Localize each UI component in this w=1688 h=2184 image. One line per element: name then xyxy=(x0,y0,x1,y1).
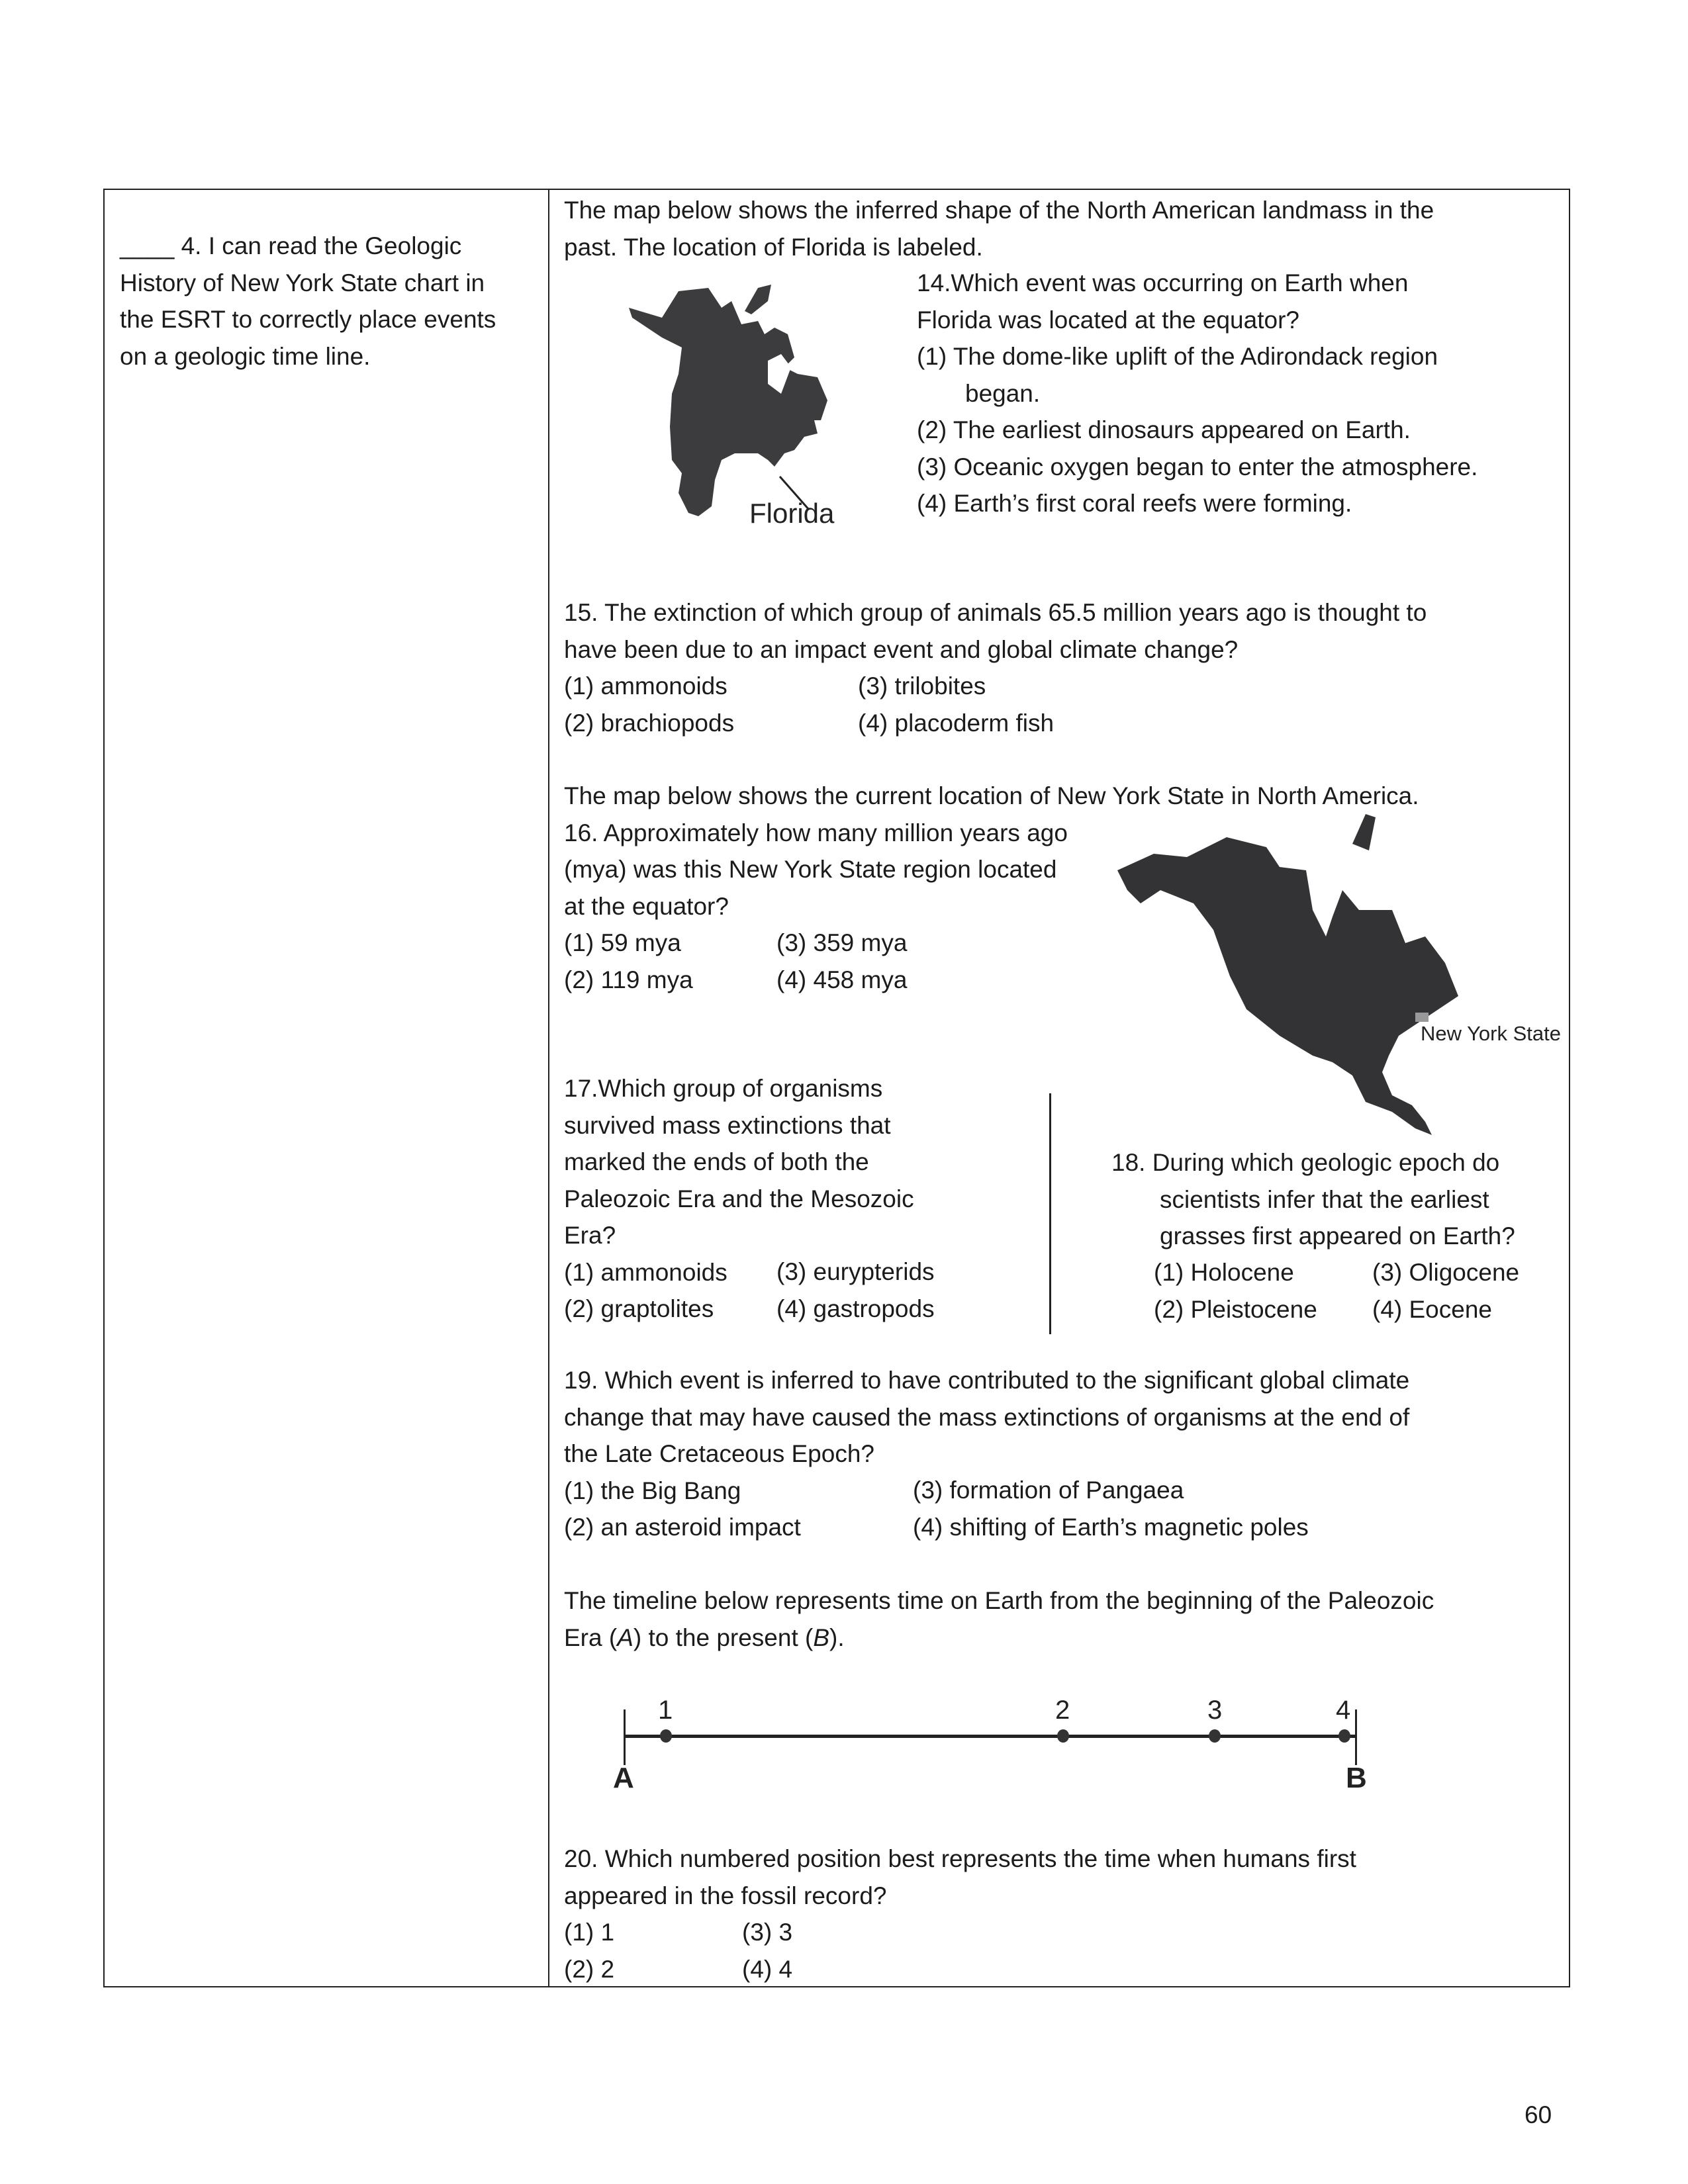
question-stem: 18. During which geologic epoch do xyxy=(1111,1149,1500,1176)
timeline-axis xyxy=(625,1735,1356,1738)
objective-line: the ESRT to correctly place events xyxy=(120,306,496,333)
timeline-label-a: A xyxy=(613,1762,634,1794)
question-stem: 15. The extinction of which group of animals 65.5 million years ago is thought to xyxy=(564,599,1427,626)
answer-option-3: (3) 3 xyxy=(742,1919,793,1946)
table-border-left xyxy=(103,189,105,1987)
new-york-state-marker xyxy=(1415,1013,1429,1022)
current-north-america-map xyxy=(1114,811,1571,1138)
timeline-end-tick xyxy=(1355,1709,1357,1765)
continent-shape xyxy=(1117,837,1458,1135)
question-stem: Florida was located at the equator? xyxy=(917,306,1299,334)
text: ). xyxy=(829,1623,845,1651)
label-b: B xyxy=(813,1623,830,1651)
text: Era ( xyxy=(564,1623,618,1651)
answer-option-3: (3) Oceanic oxygen began to enter the atmosphere. xyxy=(917,453,1478,480)
question-stem: at the equator? xyxy=(564,892,729,920)
question-stem: 19. Which event is inferred to have contributed to the significant global climate xyxy=(564,1367,1410,1394)
question-stem: change that may have caused the mass extinctions of organisms at the end of xyxy=(564,1403,1410,1431)
objective-line: on a geologic time line. xyxy=(120,342,371,370)
question-stem: 17.Which group of organisms xyxy=(564,1075,883,1102)
timeline-label-2: 2 xyxy=(1055,1696,1070,1725)
question-stem: marked the ends of both the xyxy=(564,1148,869,1175)
intro-line: past. The location of Florida is labeled. xyxy=(564,233,983,261)
question-19-col2 xyxy=(913,1472,1309,1545)
table-column-divider xyxy=(548,189,549,1987)
table-border-top xyxy=(103,189,1570,190)
answer-option-3: (3) trilobites xyxy=(858,672,986,700)
answer-option-2: (2) The earliest dinosaurs appeared on Earth. xyxy=(917,416,1411,443)
map2-intro: The map below shows the current location of New York State in North America. xyxy=(564,782,1419,809)
timeline-point-3 xyxy=(1209,1729,1221,1743)
objective-line: ____ 4. I can read the Geologic xyxy=(120,232,462,259)
greenland-tip xyxy=(1352,814,1376,850)
page-number: 60 xyxy=(1524,2101,1552,2128)
question-stem: Paleozoic Era and the Mesozoic xyxy=(564,1185,914,1212)
timeline-label-1: 1 xyxy=(658,1696,673,1725)
question-stem: 16. Approximately how many million years ago xyxy=(564,819,1068,846)
answer-option-2: (2) Pleistocene xyxy=(1154,1295,1317,1323)
question-20 xyxy=(564,1841,1356,1987)
question-stem: 20. Which numbered position best represents the time when humans first xyxy=(564,1845,1356,1872)
answer-option-4: (4) 458 mya xyxy=(776,966,908,993)
question-stem: 14.Which event was occurring on Earth when xyxy=(917,269,1409,296)
timeline-label-3: 3 xyxy=(1207,1696,1223,1725)
answer-option-3: (3) 359 mya xyxy=(776,929,908,956)
map1-intro xyxy=(564,192,1434,265)
answer-option-4: (4) shifting of Earth’s magnetic poles xyxy=(913,1513,1309,1541)
question-stem: survived mass extinctions that xyxy=(564,1111,891,1139)
question-stem: have been due to an impact event and global climate change? xyxy=(564,635,1239,663)
intro-line xyxy=(564,1619,1434,1657)
answer-option-1-cont: began. xyxy=(965,379,1041,407)
question-18-col1 xyxy=(1154,1254,1317,1328)
answer-option-2: (2) an asteroid impact xyxy=(564,1514,801,1541)
question-stem: appeared in the fossil record? xyxy=(564,1882,887,1909)
question-separator-line xyxy=(1049,1093,1051,1334)
question-17-col2 xyxy=(776,1253,935,1327)
answer-option-4: (4) Earth’s first coral reefs were forming. xyxy=(917,490,1352,517)
answer-option-3: (3) formation of Pangaea xyxy=(913,1477,1184,1504)
island-shape xyxy=(745,285,771,314)
answer-option-4: (4) gastropods xyxy=(776,1295,935,1322)
question-stem: (mya) was this New York State region located xyxy=(564,856,1057,883)
timeline-point-4 xyxy=(1338,1729,1350,1743)
timeline-intro xyxy=(564,1582,1434,1656)
answer-option-2: (2) 119 mya xyxy=(564,966,693,993)
objective-line: History of New York State chart in xyxy=(120,269,485,296)
question-16-col2 xyxy=(776,925,907,998)
new-york-state-label: New York State xyxy=(1421,1022,1561,1045)
answer-option-2: (2) graptolites xyxy=(564,1295,714,1322)
answer-option-1: (1) ammonoids xyxy=(564,672,727,700)
answer-option-1: (1) 1 xyxy=(564,1919,615,1946)
intro-line: The timeline below represents time on Earth from the beginning of the Paleozoic xyxy=(564,1587,1434,1614)
answer-option-1: (1) The dome-like uplift of the Adirondack region xyxy=(917,343,1438,370)
answer-option-4: (4) Eocene xyxy=(1372,1295,1492,1323)
question-14 xyxy=(917,265,1477,522)
landmass-shape xyxy=(629,288,827,516)
answer-option-1: (1) the Big Bang xyxy=(564,1477,741,1504)
florida-label: Florida xyxy=(749,498,835,529)
label-a: A xyxy=(617,1623,633,1651)
timeline-label-b: B xyxy=(1346,1762,1367,1794)
text: ) to the present ( xyxy=(633,1623,814,1651)
answer-option-2: (2) 2 xyxy=(564,1955,615,1983)
question-stem: grasses first appeared on Earth? xyxy=(1160,1222,1515,1250)
question-stem: Era? xyxy=(564,1222,616,1249)
question-15-col2 xyxy=(858,668,1054,741)
question-18 xyxy=(1111,1144,1515,1255)
answer-option-1: (1) ammonoids xyxy=(564,1258,727,1286)
question-20-col2 xyxy=(742,1914,792,1987)
answer-option-4: (4) 4 xyxy=(742,1955,793,1983)
answer-option-3: (3) Oligocene xyxy=(1372,1259,1520,1286)
question-stem: the Late Cretaceous Epoch? xyxy=(564,1440,874,1467)
question-18-col2 xyxy=(1372,1254,1519,1328)
timeline-start-tick xyxy=(624,1709,626,1765)
answer-option-1: (1) Holocene xyxy=(1154,1259,1294,1286)
answer-option-3: (3) eurypterids xyxy=(776,1258,935,1285)
answer-option-4: (4) placoderm fish xyxy=(858,709,1055,737)
question-stem: scientists infer that the earliest xyxy=(1160,1185,1489,1213)
answer-option-2: (2) brachiopods xyxy=(564,709,735,737)
intro-line: The map below shows the inferred shape of the North American landmass in the xyxy=(564,197,1434,224)
learning-objective xyxy=(120,228,496,375)
timeline-point-2 xyxy=(1057,1729,1069,1743)
timeline-label-4: 4 xyxy=(1336,1696,1351,1725)
timeline-point-1 xyxy=(660,1729,672,1743)
answer-option-1: (1) 59 mya xyxy=(564,929,681,956)
